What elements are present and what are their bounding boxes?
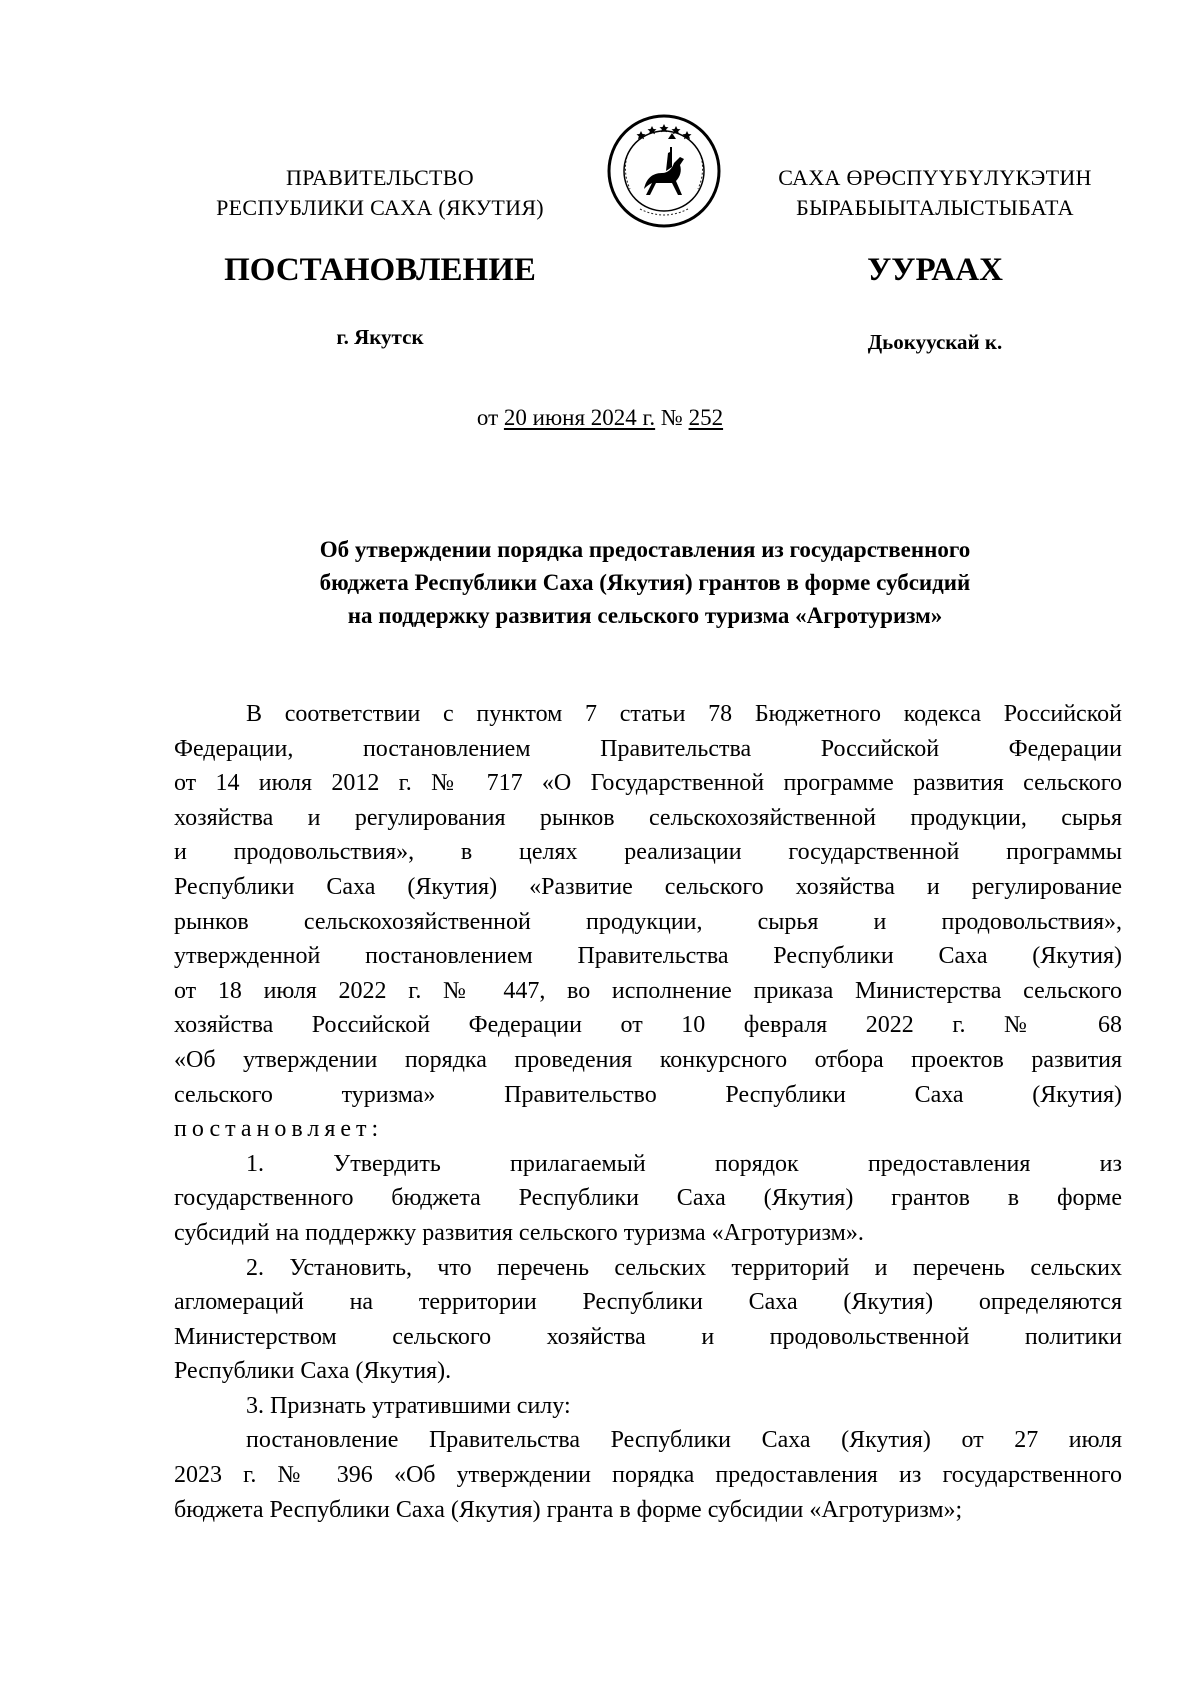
document-date: 20 июня 2024 г. <box>503 405 656 430</box>
issuer-sah-line1: САХА ӨРӨСПҮҮБҮЛҮКЭТИН <box>778 165 1092 190</box>
body-line: хозяйства и регулирования рынков сельскохозяйственной продукции, сырья <box>174 804 1122 831</box>
issuer-sah-line2: БЫРАБЫЫТАЛЫСТЫБАТА <box>796 195 1074 220</box>
body-line: рынков сельскохозяйственной продукции, сырья и продовольствия», <box>174 908 1122 935</box>
body-line: и продовольствия», в целях реализации государственной программы <box>174 839 1122 866</box>
item3a-line: бюджета Республики Саха (Якутия) гранта в форме субсидии «Агротуризм»; <box>174 1496 963 1523</box>
date-prefix: от <box>476 405 504 430</box>
resolves-word: постановляет: <box>174 1116 384 1143</box>
title-line2: бюджета Республики Саха (Якутия) грантов в форме субсидий <box>319 570 971 595</box>
body-line: от 14 июля 2012 г. № 717 «О Государственной программе развития сельского <box>174 770 1122 797</box>
number-sign: № <box>655 405 689 430</box>
item3-heading: 3. Признать утратившими силу: <box>246 1392 571 1419</box>
body-line: В соответствии с пунктом 7 статьи 78 Бюджетного кодекса Российской <box>246 701 1122 727</box>
item3a-line: 2023 г. № 396 «Об утверждении порядка предоставления из государственного <box>174 1462 1122 1489</box>
item1-line: 1. Утвердить прилагаемый порядок предоставления из <box>246 1150 1122 1177</box>
item2-line: Республики Саха (Якутия). <box>174 1358 452 1385</box>
title-line3: на поддержку развития сельского туризма «Агротуризм» <box>347 603 943 628</box>
body-line: сельского туризма» Правительство Республики Саха (Якутия) <box>174 1081 1122 1108</box>
body-line: утвержденной постановлением Правительства Республики Саха (Якутия) <box>174 943 1122 970</box>
item3a-line: постановление Правительства Республики Саха (Якутия) от 27 июля <box>246 1427 1122 1454</box>
body-line: «Об утверждении порядка проведения конкурсного отбора проектов развития <box>174 1046 1122 1073</box>
issuer-ru <box>170 163 590 223</box>
issuer-ru-line1: ПРАВИТЕЛЬСТВО <box>286 165 474 190</box>
document-title <box>160 533 1130 632</box>
item2-line: Министерством сельского хозяйства и продовольственной политики <box>174 1323 1122 1350</box>
city-ru: г. Якутск <box>336 325 424 349</box>
issuer-sah <box>720 163 1150 223</box>
doc-type-sah: УУРААХ <box>867 252 1003 288</box>
date-line <box>300 405 900 431</box>
body-line: хозяйства Российской Федерации от 10 февраля 2022 г. № 68 <box>174 1012 1122 1039</box>
doc-type-ru: ПОСТАНОВЛЕНИЕ <box>224 252 536 288</box>
document-body <box>174 697 1122 1527</box>
item2-line: агломераций на территории Республики Саха (Якутия) определяются <box>174 1289 1122 1316</box>
city-sah: Дьокуускай к. <box>867 330 1003 354</box>
body-line: Федерации, постановлением Правительства Российской Федерации <box>174 735 1122 762</box>
body-line: от 18 июля 2022 г. № 447, во исполнение приказа Министерства сельского <box>174 977 1122 1004</box>
title-line1: Об утверждении порядка предоставления из государственного <box>319 537 971 562</box>
issuer-ru-line2: РЕСПУБЛИКИ САХА (ЯКУТИЯ) <box>216 195 544 220</box>
item1-line: государственного бюджета Республики Саха (Якутия) грантов в форме <box>174 1185 1122 1212</box>
body-line: Республики Саха (Якутия) «Развитие сельского хозяйства и регулирование <box>174 873 1122 900</box>
coat-of-arms-icon <box>606 113 722 229</box>
item1-line: субсидий на поддержку развития сельского туризма «Агротуризм». <box>174 1219 864 1246</box>
document-number: 252 <box>688 405 724 430</box>
item2-line: 2. Установить, что перечень сельских территорий и перечень сельских <box>246 1254 1122 1281</box>
